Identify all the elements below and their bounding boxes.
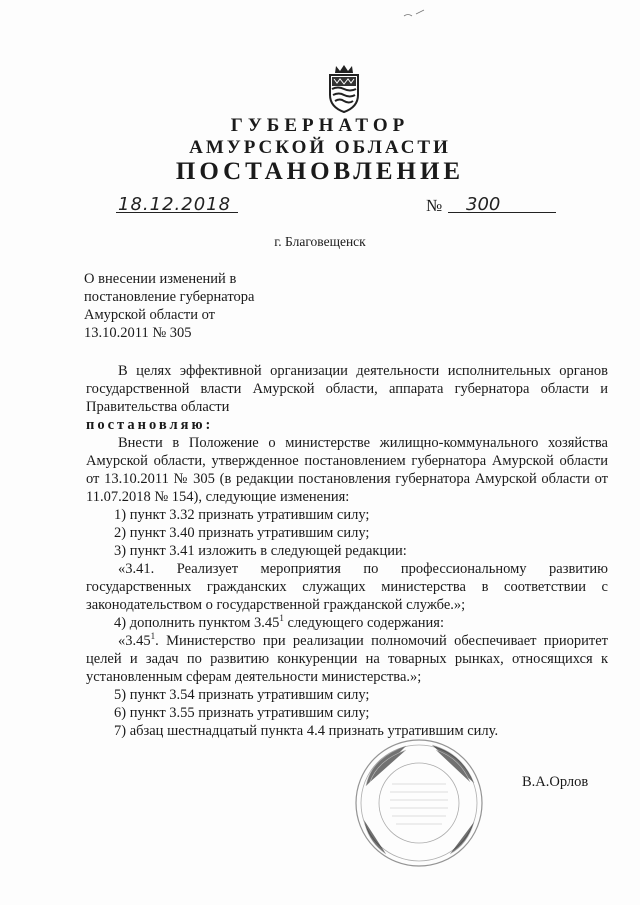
subject-line: 13.10.2011 № 305 xyxy=(84,325,192,341)
official-seal-stamp xyxy=(352,736,486,870)
quote-3-41: «3.41. Реализует мероприятия по профессиональному развитию государственных гражданских служащих министерства в соответствии с законодательством о государственной гражданской службе.»; xyxy=(86,561,608,613)
date-handwritten: 18.12.2018 xyxy=(118,194,232,215)
amendment-item-5: 5) пункт 3.54 признать утратившим силу; xyxy=(114,687,370,703)
amendment-item-3: 3) пункт 3.41 изложить в следующей редакции: xyxy=(114,543,407,559)
amendment-item-2: 2) пункт 3.40 признать утратившим силу; xyxy=(114,525,370,541)
city-line: г. Благовещенск xyxy=(274,234,366,249)
intro-paragraph: Внести в Положение о министерстве жилищно-коммунального хозяйства Амурской области, утвержденное постановлением губернатора Амурской области от 13.10.2011 № 305 (в редакции постановления губернатора Амурской области от 11.07.2018 № 154), следующие изменения: xyxy=(86,435,608,505)
item4-text: 4) дополнить пунктом 3.45 xyxy=(114,615,280,631)
number-underline xyxy=(448,212,556,213)
quote-3-45-1 xyxy=(86,632,608,686)
number-label: № xyxy=(426,196,443,215)
quote2-text: «3.45 xyxy=(118,633,151,649)
coat-of-arms-icon xyxy=(324,62,364,114)
org-title-line2: АМУРСКОЙ ОБЛАСТИ xyxy=(189,137,451,158)
date-underline xyxy=(116,212,238,213)
doc-type-title: ПОСТАНОВЛЕНИЕ xyxy=(175,158,465,185)
org-title-line1: ГУБЕРНАТОР xyxy=(230,115,410,136)
scan-mark-icon xyxy=(402,8,426,20)
preamble-paragraph: В целях эффективной организации деятельности исполнительных органов государственной власти Амурской области, аппарата губернатора области и Правительства области xyxy=(86,363,608,415)
quote2-text-end: . Министерство при реализации полномочий обеспечивает приоритет целей и задач по развитию конкуренции на товарных рынках, относящихся к установленным сферам деятельности министерства.»; xyxy=(86,633,608,685)
subject-line: О внесении изменений в xyxy=(84,271,237,287)
decree-word: постановляю: xyxy=(86,417,214,433)
document-body xyxy=(86,362,608,740)
quote2-superscript: 1 xyxy=(150,631,156,642)
amendment-item-4 xyxy=(86,614,608,632)
subject-block xyxy=(84,270,304,342)
subject-line: Амурской области от xyxy=(84,307,216,323)
number-handwritten: 300 xyxy=(466,194,501,215)
amendment-item-7: 7) абзац шестнадцатый пункта 4.4 признать утратившим силу. xyxy=(114,723,499,739)
item4-superscript: 1 xyxy=(279,613,284,624)
amendment-item-1: 1) пункт 3.32 признать утратившим силу; xyxy=(114,507,370,523)
subject-line: постановление губернатора xyxy=(84,289,255,305)
amendment-item-6: 6) пункт 3.55 признать утратившим силу; xyxy=(114,705,370,721)
signature-name: В.А.Орлов xyxy=(522,774,589,790)
item4-text-end: следующего содержания: xyxy=(283,615,444,631)
